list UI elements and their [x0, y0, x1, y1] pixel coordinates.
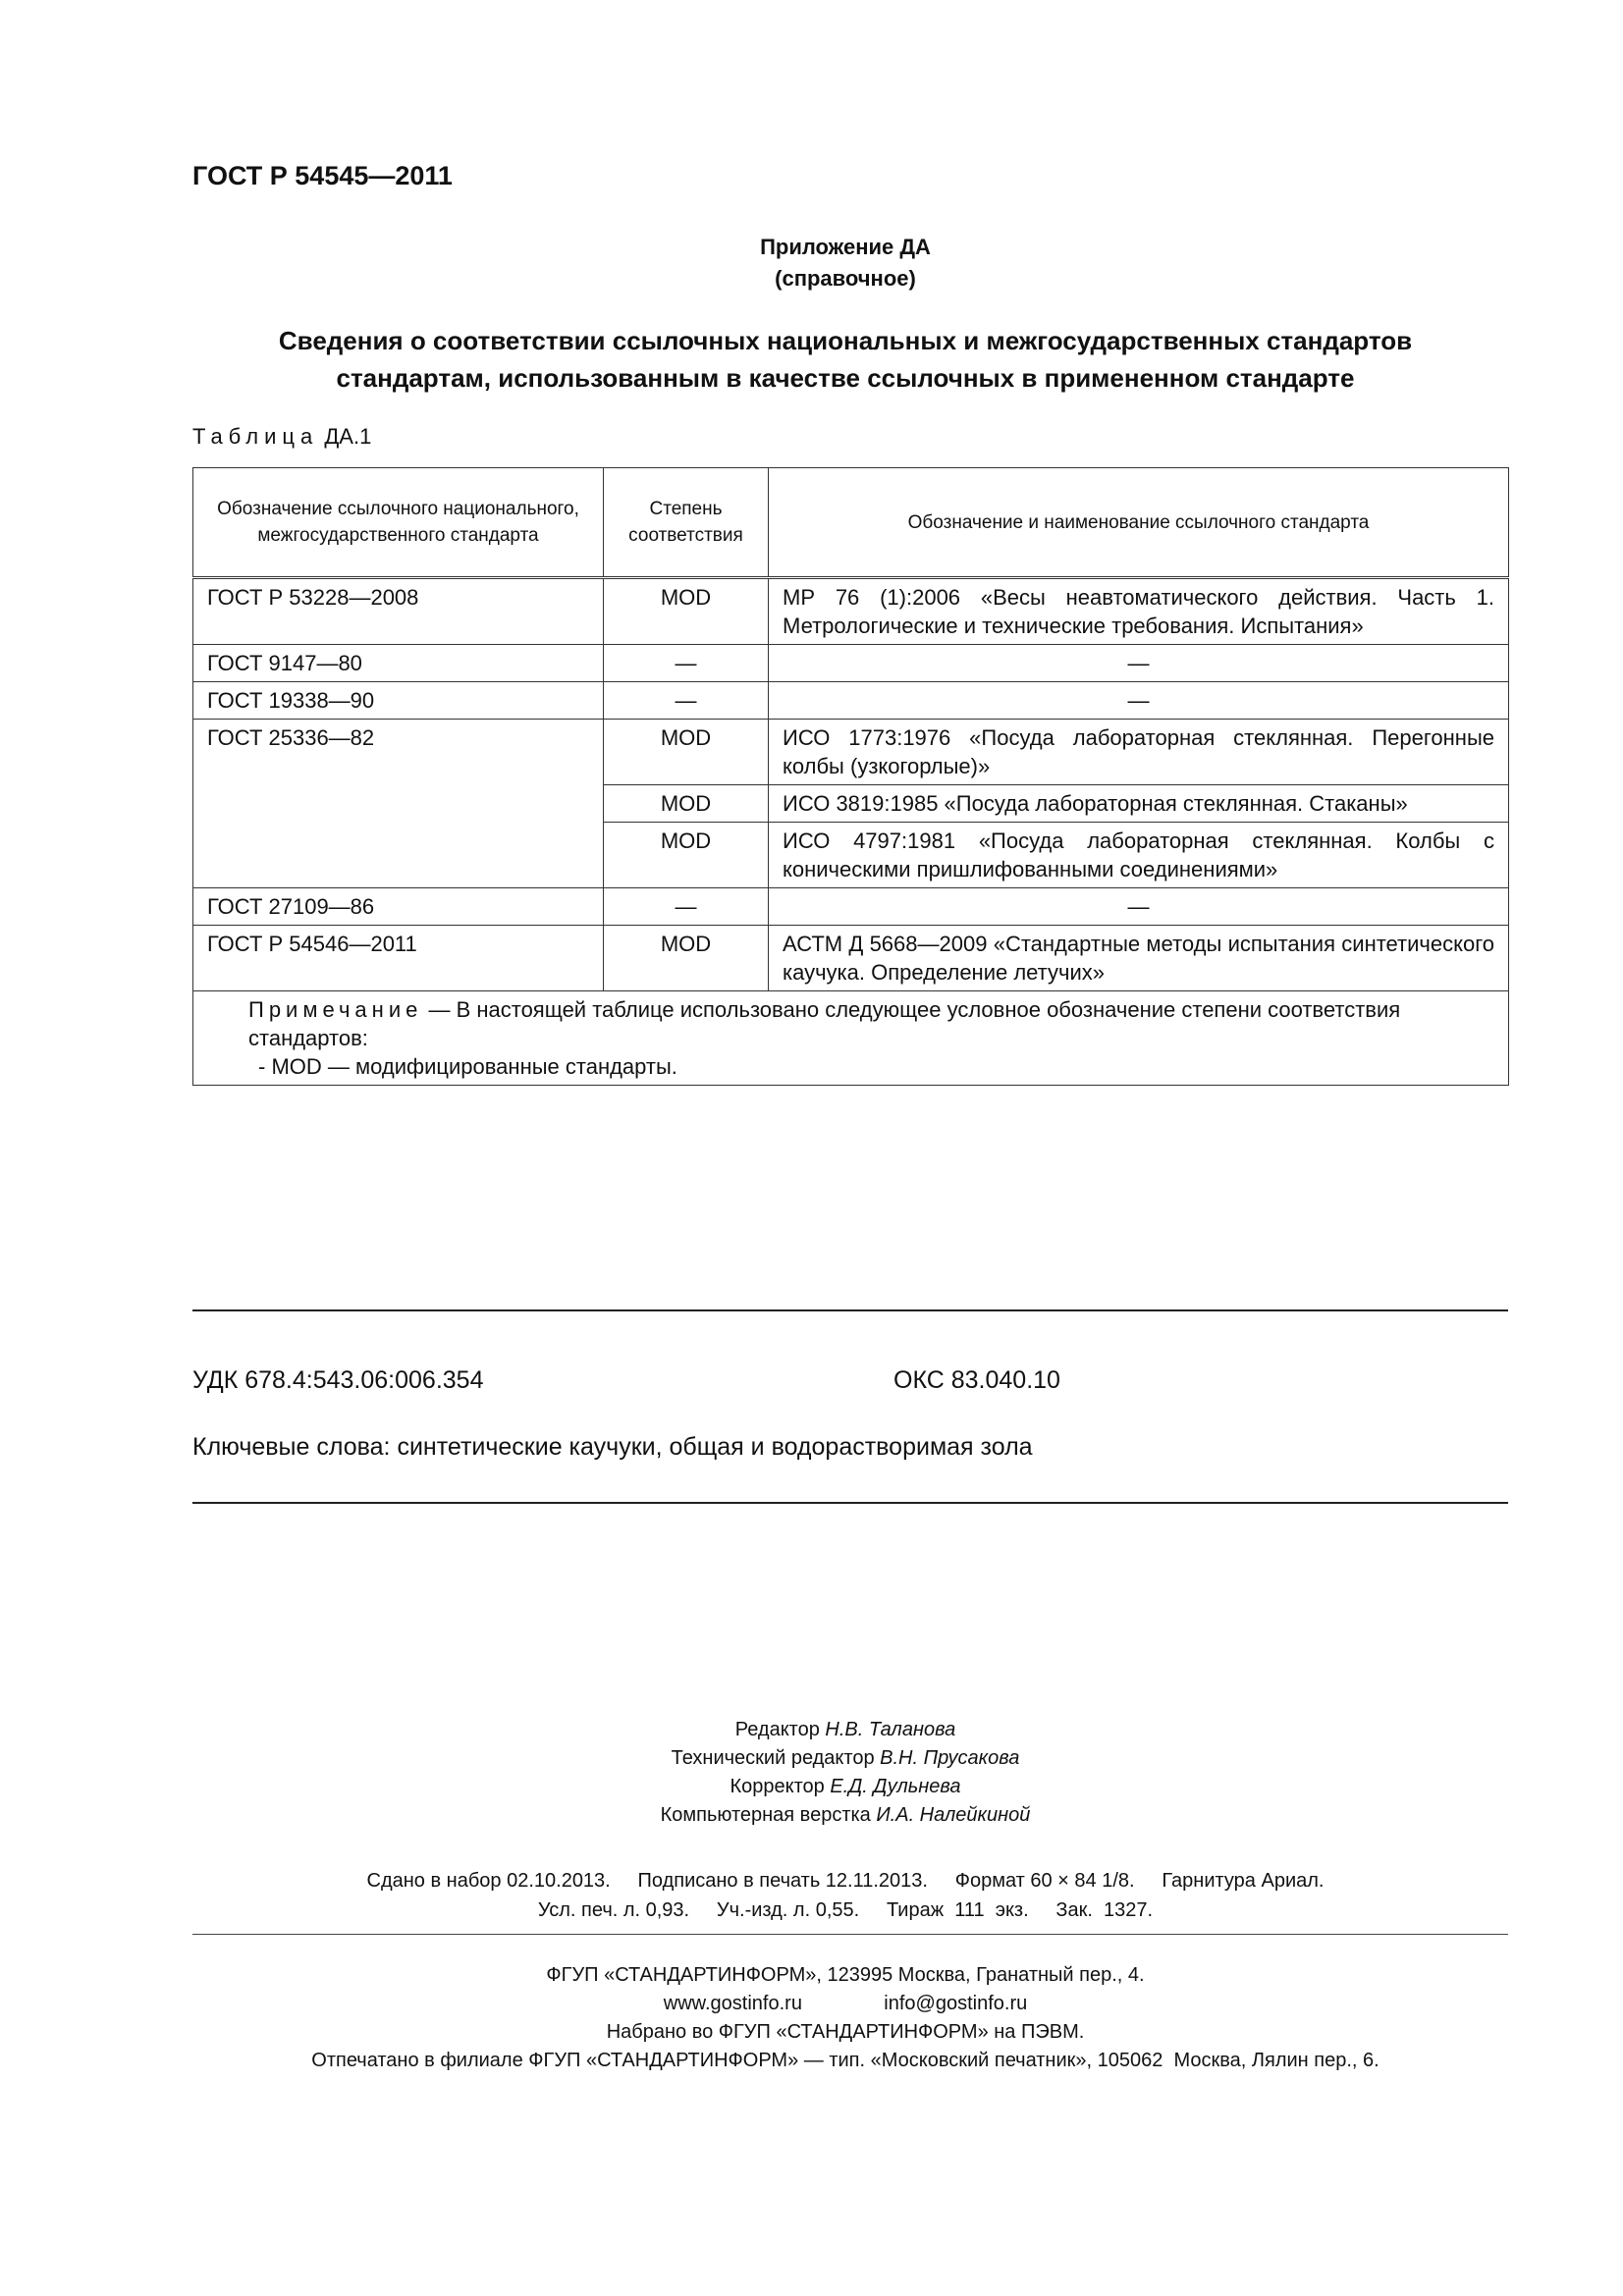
publisher-typeset: Набрано во ФГУП «СТАНДАРТИНФОРМ» на ПЭВМ. — [606, 2021, 1085, 2043]
publisher-address: ФГУП «СТАНДАРТИНФОРМ», 123995 Москва, Гранатный пер., 4. — [546, 1964, 1145, 1986]
designation-cell: ГОСТ Р 54546—2011 — [193, 926, 604, 991]
degree-cell: — — [604, 682, 769, 720]
reference-cell: МР 76 (1):2006 «Весы неавтоматического действия. Часть 1. Метрологические и технические требования. Испытания» — [769, 578, 1509, 645]
note-text: — В настоящей таблице использовано следующее условное обозначение степени соответствия стандартов: — [248, 997, 1401, 1050]
document-code: ГОСТ Р 54545—2011 — [192, 161, 453, 190]
udk-code: УДК 678.4:543.06:006.354 — [192, 1366, 484, 1394]
credit-proofreader — [0, 1773, 1623, 1801]
annex-heading — [0, 232, 1623, 294]
designation-cell: ГОСТ 25336—82 — [193, 720, 604, 888]
credit-layout — [0, 1801, 1623, 1830]
note-label: Примечание — [248, 997, 423, 1022]
separator-rule-publisher — [192, 1934, 1508, 1935]
header-designation: Обозначение ссылочного национального, межгосударственного стандарта — [193, 468, 604, 578]
main-title-line-2: стандартам, использованным в качестве ссылочных в примененном стандарте — [336, 363, 1355, 393]
table-header-row — [193, 468, 1509, 578]
main-title — [0, 322, 1623, 397]
degree-cell: — — [604, 888, 769, 926]
degree-cell: MOD — [604, 823, 769, 888]
credit-name: И.А. Налейкиной — [876, 1804, 1031, 1826]
credit-role: Компьютерная верстка — [660, 1804, 877, 1826]
table-row — [193, 926, 1509, 991]
print-info-line-2: Усл. печ. л. 0,93. Уч.-изд. л. 0,55. Тираж 111 экз. Зак. 1327. — [537, 1899, 1154, 1921]
separator-rule-top — [192, 1309, 1508, 1311]
table-row — [193, 682, 1509, 720]
reference-cell: — — [769, 645, 1509, 682]
credit-name: В.Н. Прусакова — [880, 1747, 1020, 1769]
print-info-line-1: Сдано в набор 02.10.2013. Подписано в печать 12.11.2013. Формат 60 × 84 1/8. Гарнитура Ариал. — [366, 1870, 1325, 1892]
credit-name: Е.Д. Дульнева — [830, 1776, 961, 1797]
correspondence-table — [192, 467, 1509, 1086]
separator-rule-bottom — [192, 1502, 1508, 1504]
annex-subtitle: (справочное) — [775, 266, 916, 291]
reference-cell: ИСО 3819:1985 «Посуда лабораторная стеклянная. Стаканы» — [769, 785, 1509, 823]
degree-cell: MOD — [604, 926, 769, 991]
credit-name: Н.В. Таланова — [825, 1719, 956, 1740]
table-row — [193, 645, 1509, 682]
table-label-number: ДА.1 — [318, 424, 372, 449]
header-reference: Обозначение и наименование ссылочного стандарта — [769, 468, 1509, 578]
table-note — [193, 991, 1509, 1086]
table-label — [192, 424, 371, 450]
table-label-word: Таблица — [192, 424, 319, 449]
designation-cell: ГОСТ Р 53228—2008 — [193, 578, 604, 645]
main-title-line-1: Сведения о соответствии ссылочных национальных и межгосударственных стандартов — [278, 326, 1413, 355]
annex-title: Приложение ДА — [760, 235, 931, 259]
designation-cell: ГОСТ 27109—86 — [193, 888, 604, 926]
reference-cell: ИСО 4797:1981 «Посуда лабораторная стеклянная. Колбы с коническими пришлифованными соединениями» — [769, 823, 1509, 888]
keywords: Ключевые слова: синтетические каучуки, общая и водорастворимая зола — [192, 1433, 1033, 1461]
degree-cell: — — [604, 645, 769, 682]
reference-cell: — — [769, 888, 1509, 926]
reference-cell: ИСО 1773:1976 «Посуда лабораторная стеклянная. Перегонные колбы (узкогорлые)» — [769, 720, 1509, 785]
publisher-info — [0, 1961, 1623, 2075]
publisher-web: www.gostinfo.ru info@gostinfo.ru — [663, 1993, 1028, 2014]
note-lead — [207, 995, 1494, 1052]
header-degree: Степень соответствия — [604, 468, 769, 578]
note-item: - MOD — модифицированные стандарты. — [258, 1054, 677, 1079]
reference-cell: АСТМ Д 5668—2009 «Стандартные методы испытания синтетического каучука. Определение летучих» — [769, 926, 1509, 991]
credit-tech-editor — [0, 1744, 1623, 1773]
degree-cell: MOD — [604, 785, 769, 823]
credit-role: Редактор — [734, 1719, 826, 1740]
degree-cell: MOD — [604, 578, 769, 645]
publisher-printed: Отпечатано в филиале ФГУП «СТАНДАРТИНФОРМ» — тип. «Московский печатник», 105062 Москва, Лялин пер., 6. — [311, 2050, 1380, 2071]
table-note-row — [193, 991, 1509, 1086]
table-row — [193, 720, 1509, 785]
credit-role: Технический редактор — [671, 1747, 881, 1769]
oks-code: ОКС 83.040.10 — [893, 1366, 1060, 1394]
reference-cell: — — [769, 682, 1509, 720]
designation-cell: ГОСТ 19338—90 — [193, 682, 604, 720]
designation-cell: ГОСТ 9147—80 — [193, 645, 604, 682]
table-row — [193, 578, 1509, 645]
table-row — [193, 888, 1509, 926]
credits — [0, 1716, 1623, 1830]
credit-editor — [0, 1716, 1623, 1744]
degree-cell: MOD — [604, 720, 769, 785]
credit-role: Корректор — [730, 1776, 831, 1797]
